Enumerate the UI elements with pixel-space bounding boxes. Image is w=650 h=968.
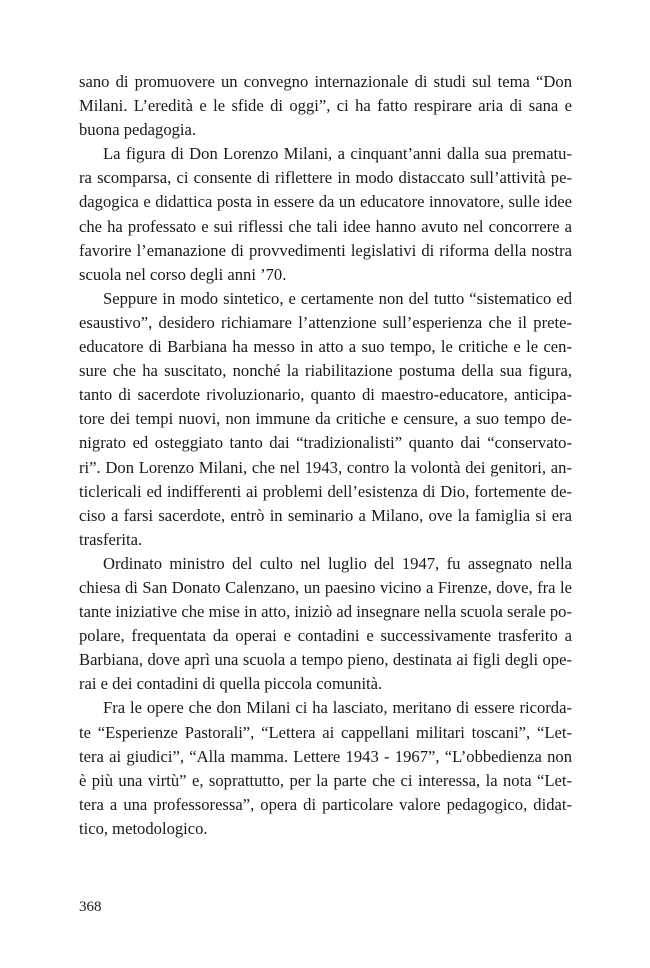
page-number: 368 [79,899,102,915]
text-line: te “Esperienze Pastorali”, “Lettera ai cappellani militari toscani”, “Let- [79,722,572,742]
text-line: tera a una professoressa”, opera di particolare valore pedagogico, didat- [79,794,572,814]
text-line: favorire l’emanazione di provvedimenti legislativi di riforma della nostra [79,240,572,260]
text-line: buona pedagogia. [79,120,197,140]
text-line: tore dei tempi nuovi, non immune da critiche e censure, a suo tempo de- [79,409,572,429]
text-line: trasferita. [79,529,143,549]
text-line: ra scomparsa, ci consente di riflettere in modo distaccato sull’attività pe- [79,168,572,188]
page-body [79,70,572,841]
text-line: tera ai giudici”, “Alla mamma. Lettere 1943 - 1967”, “L’obbedienza non [79,746,572,766]
text-line: rai e dei contadini di quella piccola comunità. [79,674,383,694]
paragraph [79,552,572,697]
text-line: esaustivo”, desidero richiamare l’attenzione sull’esperienza che il prete- [79,312,572,332]
text-line: Seppure in modo sintetico, e certamente non del tutto “sistematico ed [103,288,572,308]
text-line: polare, frequentata da operai e contadini e successivamente trasferito a [79,626,572,646]
text-line: chiesa di San Donato Calenzano, un paesino vicino a Firenze, dove, fra le [79,577,572,597]
text-line: sano di promuovere un convegno internazionale di studi sul tema “Don [79,72,572,91]
text-line: scuola nel corso degli anni ’70. [79,264,287,284]
paragraph [79,696,572,841]
text-line: tanto di sacerdote rivoluzionario, quanto di maestro-educatore, anticipa- [79,385,572,405]
text-line: ri”. Don Lorenzo Milani, che nel 1943, contro la volontà dei genitori, an- [79,457,572,477]
text-line: Milani. L’eredità e le sfide di oggi”, ci ha fatto respirare aria di sana e [79,96,572,116]
text-line: nigrato ed osteggiato tanto dai “tradizionalisti” quanto dai “conservato- [79,433,572,453]
text-line: è più una virtù” e, soprattutto, per la parte che ci interessa, la nota “Let- [79,770,572,790]
paragraph [79,142,572,287]
text-line: che ha professato e sui riflessi che tali idee hanno avuto nel concorrere a [79,216,572,236]
paragraph [79,287,572,552]
text-line: sure che ha suscitato, nonché la riabilitazione postuma della sua figura, [79,361,572,381]
text-line: Fra le opere che don Milani ci ha lasciato, meritano di essere ricorda- [103,698,572,718]
text-line: Ordinato ministro del culto nel luglio del 1947, fu assegnato nella [103,553,572,573]
text-line: tico, metodologico. [79,818,208,838]
text-line: tante iniziative che mise in atto, iniziò ad insegnare nella scuola serale po- [79,602,572,622]
text-line: educatore di Barbiana ha messo in atto a suo tempo, le critiche e le cen- [79,337,572,357]
text-line: La figura di Don Lorenzo Milani, a cinquant’anni dalla sua prematu- [103,144,572,164]
paragraph [79,70,572,142]
text-line: ciso a farsi sacerdote, entrò in seminario a Milano, ove la famiglia si era [79,505,572,525]
text-line: Barbiana, dove aprì una scuola a tempo pieno, destinata ai figli degli ope- [79,650,572,670]
text-line: dagogica e didattica posta in essere da un educatore innovatore, sulle idee [79,192,572,212]
text-line: ticlericali ed indifferenti ai problemi dell’esistenza di Dio, fortemente de- [79,481,572,501]
